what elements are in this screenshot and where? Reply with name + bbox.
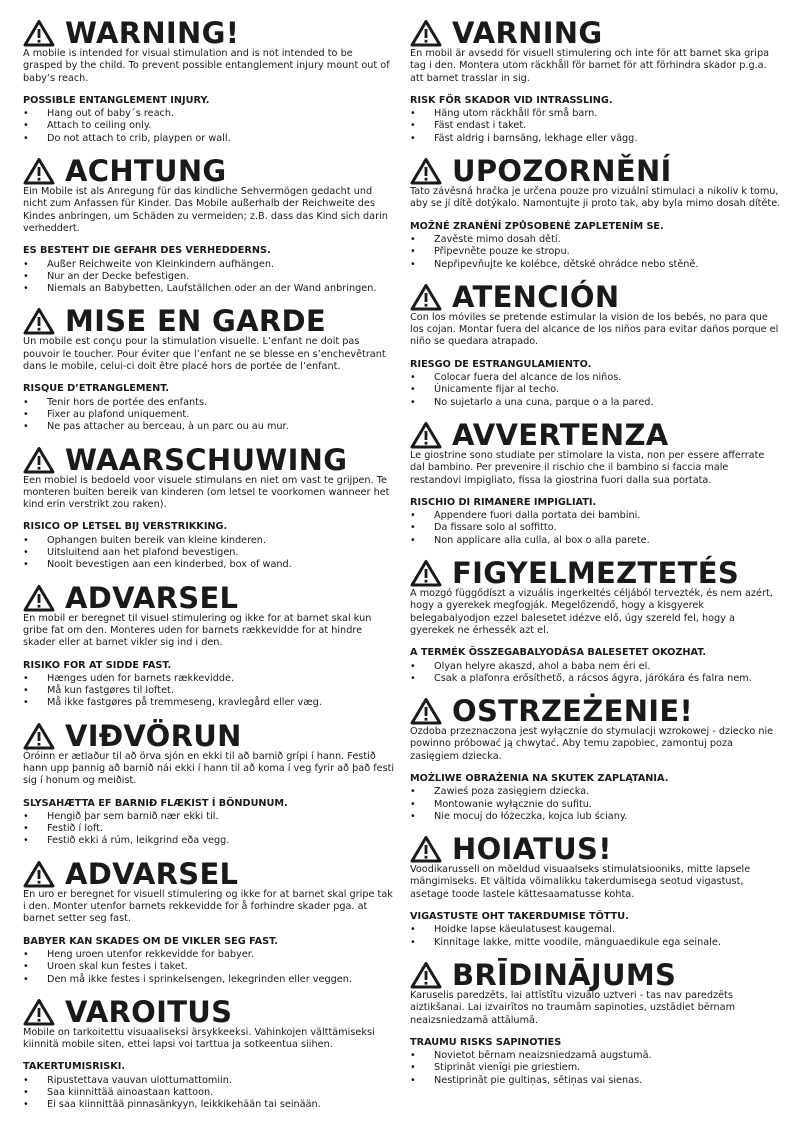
warning-triangle-icon (23, 998, 55, 1026)
section-body: Karuselis paredzēts, lai attīstītu vizuālo uztveri - tas nav paredzēts aiztikšanai. Lai izvairītos no traumām sapinoties, uzstādiet bērnam neaizsniedzamā attālumā. (410, 989, 736, 1026)
warning-section-5 (23, 581, 395, 710)
section-title: OSTRZEŻENIE! (452, 694, 694, 729)
section-title: ADVARSEL (65, 856, 239, 891)
section-heading (410, 832, 782, 866)
warning-section-7 (23, 857, 395, 986)
warning-section-1 (23, 16, 395, 145)
section-title: HOIATUS! (452, 832, 612, 867)
instruction-list (410, 372, 782, 409)
instruction-list (410, 510, 782, 547)
list-item: • No sujetarlo a una cuna, parque o a la pared. (410, 397, 782, 409)
list-item: • Fäst aldrig i barnsäng, lekhage eller vägg. (410, 133, 782, 145)
risk-heading: POSSIBLE ENTANGLEMENT INJURY. (23, 94, 210, 106)
section-heading (410, 280, 782, 314)
section-title: ACHTUNG (65, 154, 227, 189)
section-heading (410, 154, 782, 188)
left-column (23, 16, 395, 1112)
section-body: Con los móviles se pretende estimular la vision de los bebés, no para que los cojan. Montar fuera del alcance de los niños para evitar daños porque el niño se quedara atrapado. (410, 311, 779, 348)
risk-heading: A TERMÉK ÖSSZEGABALYODÁSA BALESETET OKOZHAT. (410, 647, 707, 659)
list-item: • Nie mocuj do łóżeczka, kojca lub ściany. (410, 811, 782, 823)
list-item: • Ripustettava vauvan ulottumattomiin. (23, 1075, 395, 1087)
section-body: Ein Mobile ist als Anregung für das kindliche Sehvermögen gedacht und nicht zum Anfassen für Kinder. Das Mobile außerhalb der Reichweite des Kindes anbringen, um Schäden zu vermeiden; z.B. dass das Kind sich darin verheddert. (23, 186, 388, 234)
list-item: • Må kun fastgøres til loftet. (23, 685, 395, 697)
section-heading (23, 857, 395, 891)
warning-triangle-icon (410, 157, 442, 185)
list-item: • Colocar fuera del alcance de los niños. (410, 372, 782, 384)
warning-triangle-icon (410, 835, 442, 863)
section-title: WARNING! (65, 16, 240, 50)
warning-triangle-icon (23, 584, 55, 612)
section-heading (23, 16, 395, 50)
section-body: Óróinn er ætlaður til að örva sjón en ekki til að barnið grípi í hann. Festið hann upp þannig að barnið nái ekki í hann til að koma í veg fyrir að það festi sig í honum og meiðist. (23, 750, 395, 787)
risk-heading: TAKERTUMISRISKI. (23, 1061, 126, 1073)
section-title: UPOZORNĚNÍ (452, 154, 672, 189)
list-item: • Außer Reichweite von Kleinkindern aufhängen. (23, 259, 395, 271)
list-item: • Ei saa kiinnittää pinnasänkyyn, leikkikehään tai seinään. (23, 1099, 395, 1111)
warning-section-6 (410, 694, 782, 823)
section-title: BRĪDINĀJUMS (452, 957, 677, 992)
list-item: • Heng uroen utenfor rekkevidde for babyer. (23, 949, 395, 961)
list-item: • Nestiprināt pie gultiņas, sētiņas vai sienas. (410, 1075, 782, 1087)
list-item: • Må ikke fastgøres på tremmeseng, kravlegård eller væg. (23, 697, 395, 709)
section-heading (23, 581, 395, 615)
list-item: • Häng utom räckhåll för små barn. (410, 108, 782, 120)
risk-heading: RISIKO FOR AT SIDDE FAST. (23, 659, 172, 671)
section-body: Voodikarussell on mõeldud visuaalseks stimulatsiooniks, mitte lapsele mängimiseks. Et vältida võimalikku takerdumisega seotud vigastust, asetage toode lastele kättesaamatusse kohta. (410, 864, 751, 900)
list-item: • Tenir hors de portée des enfants. (23, 397, 395, 409)
warning-section-2 (410, 154, 782, 271)
instruction-list (23, 811, 395, 848)
instruction-list (410, 924, 782, 949)
risk-heading: MOŻLIWE OBRAŻENIA NA SKUTEK ZAPLĄTANIA. (410, 772, 669, 784)
warning-section-5 (410, 556, 782, 685)
warning-triangle-icon (410, 961, 442, 989)
section-heading (23, 443, 395, 477)
section-body: En mobil er beregnet til visuel stimulering og ikke for at barnet skal kun gribe fat om den. Monteres uden for barnets rækkevidde for at hindre skader eller at barnet vikler sig ind i den. (23, 612, 372, 649)
section-heading (410, 694, 782, 728)
list-item: • Nur an der Decke befestigen. (23, 271, 395, 283)
warning-section-4 (23, 443, 395, 572)
instruction-list (23, 949, 395, 986)
warning-section-3 (410, 280, 782, 409)
section-body: Tato závěsná hračka je určena pouze pro vizuální stimulaci a nikoliv k tomu, aby se jí dítě dotýkalo. Namontujte ji proto tak, aby byla mimo dosah dítěte. (410, 186, 781, 210)
warning-triangle-icon (410, 283, 442, 311)
section-body: A mozgó függődíszt a vizuális ingerkeltés céljából tervezték, és nem azért, hogy a gyerekek megfogják. Megelőzendő, hogy a kisgyerek belegabalyodjon ezzel balesetet idézve elő, úgy szereld fel, hogy a gyerekek ne érhessék azt el. (410, 588, 773, 636)
instruction-list (23, 1075, 395, 1112)
list-item: • Attach to ceiling only. (23, 120, 395, 132)
list-item: • Niemals an Babybetten, Laufställchen oder an der Wand anbringen. (23, 283, 395, 295)
warning-section-3 (23, 304, 395, 433)
list-item: • Připevněte pouze ke stropu. (410, 246, 782, 258)
section-title: VARNING (452, 16, 603, 50)
list-item: • Fixer au plafond uniquement. (23, 409, 395, 421)
risk-heading: TRAUMU RISKS SAPINOTIES (410, 1036, 562, 1048)
list-item: • Kinnitage lakke, mitte voodile, mänguaedikule ega seinale. (410, 937, 782, 949)
warning-triangle-icon (23, 860, 55, 888)
list-item: • Zavěste mimo dosah dětí. (410, 234, 782, 246)
section-body: Ozdoba przeznaczona jest wyłącznie do stymulacji wzrokowej - dziecko nie powinno próbować ją chwytać. Aby temu zapobiec, zamontuj poza zasięgiem dziecka. (410, 726, 774, 762)
list-item: • Den må ikke festes i sprinkelsengen, lekegrinden eller veggen. (23, 974, 395, 986)
list-item: • Nepřipevňujte ke kolébce, dětské ohrádce nebo stěně. (410, 259, 782, 271)
section-body: En mobil är avsedd för visuell stimulering och inte för att barnet ska gripa tag i den. Montera utom räckhåll för barnet för att förhindra skador p.g.a. att barnet trasslar in sig. (410, 48, 770, 84)
warning-section-8 (23, 995, 395, 1112)
section-title: MISE EN GARDE (65, 304, 326, 339)
risk-heading: BABYER KAN SKADES OM DE VIKLER SEG FAST. (23, 935, 278, 947)
warning-triangle-icon (23, 722, 55, 750)
warning-triangle-icon (23, 157, 55, 185)
section-heading (23, 304, 395, 338)
section-title: ATENCIÓN (452, 279, 620, 314)
section-body: Een mobiel is bedoeld voor visuele stimulans en niet om vast te grijpen. Te monteren buiten bereik van kinderen (om letsel te voorkomen wanneer het kind erin verstrikt zou raken). (23, 474, 390, 511)
risk-heading: ES BESTEHT DIE GEFAHR DES VERHEDDERNS. (23, 245, 271, 257)
section-title: AVVERTENZA (452, 417, 669, 452)
list-item: • Csak a plafonra erősíthető, a rácsos ágyra, járókára és falra nem. (410, 673, 782, 685)
list-item: • Hænges uden for barnets rækkevidde. (23, 673, 395, 685)
section-heading (23, 995, 395, 1029)
list-item: • Festið í loft. (23, 823, 395, 835)
warning-section-8 (410, 958, 782, 1087)
list-item: • Montowanie wyłącznie do sufitu. (410, 799, 782, 811)
risk-heading: RISICO OP LETSEL BIJ VERSTRIKKING. (23, 521, 228, 533)
section-heading (23, 154, 395, 188)
warning-section-4 (410, 418, 782, 547)
instruction-list (410, 1050, 782, 1087)
section-title: VAROITUS (65, 994, 233, 1029)
right-column (410, 16, 782, 1087)
warning-section-7 (410, 832, 782, 949)
instruction-list (410, 234, 782, 271)
risk-heading: RIESGO DE ESTRANGULAMIENTO. (410, 358, 592, 370)
section-title: FIGYELMEZTETÉS (452, 556, 740, 591)
section-body: A mobile is intended for visual stimulation and is not intended to be grasped by the child. To prevent possible entanglement injury mount out of baby’s reach. (23, 48, 390, 84)
list-item: • Stiprināt vienīgi pie griestiem. (410, 1062, 782, 1074)
list-item: • Do not attach to crib, playpen or wall. (23, 133, 395, 145)
list-item: • Da fissare solo al soffitto. (410, 522, 782, 534)
list-item: • Fäst endast i taket. (410, 120, 782, 132)
instruction-list (23, 673, 395, 710)
section-heading (410, 418, 782, 452)
list-item: • Ophangen buiten bereik van kleine kinderen. (23, 535, 395, 547)
risk-heading: SLYSAHÆTTA EF BARNIÐ FLÆKIST Í BÖNDUNUM. (23, 797, 288, 809)
list-item: • Saa kiinnittää ainoastaan kattoon. (23, 1087, 395, 1099)
section-title: ADVARSEL (65, 580, 239, 615)
instruction-list (23, 259, 395, 296)
instruction-list (23, 535, 395, 572)
instruction-list (410, 661, 782, 686)
list-item: • Ne pas attacher au berceau, à un parc ou au mur. (23, 421, 395, 433)
instruction-list (410, 786, 782, 823)
list-item: • Olyan helyre akaszd, ahol a baba nem éri el. (410, 661, 782, 673)
risk-heading: RISQUE D’ETRANGLEMENT. (23, 383, 170, 395)
list-item: • Uitsluitend aan het plafond bevestigen. (23, 547, 395, 559)
section-title: VIÐVÖRUN (65, 718, 242, 753)
list-item: • Hoidke lapse käeulatusest kaugemal. (410, 924, 782, 936)
list-item: • Non applicare alla culla, al box o alla parete. (410, 535, 782, 547)
warning-triangle-icon (23, 19, 55, 47)
list-item: • Nooit bevestigen aan een kinderbed, box of wand. (23, 559, 395, 571)
section-body: En uro er beregnet for visuell stimulering og ikke for at barnet skal gripe tak i den. Monter utenfor barnets rekkevidde for å forhindre skader pga. at barnet setter seg fast. (23, 888, 393, 925)
instruction-list (410, 108, 782, 145)
risk-heading: MOŽNÉ ZRANĚNÍ ZPŮSOBENÉ ZAPLETENÍM SE. (410, 220, 664, 232)
warning-triangle-icon (23, 307, 55, 335)
list-item: • Zawieś poza zasięgiem dziecka. (410, 786, 782, 798)
instruction-list (23, 108, 395, 145)
section-heading (410, 958, 782, 992)
warning-section-6 (23, 719, 395, 848)
section-heading (23, 719, 395, 753)
warning-section-1 (410, 16, 782, 145)
risk-heading: RISCHIO DI RIMANERE IMPIGLIATI. (410, 496, 597, 508)
warning-triangle-icon (410, 559, 442, 587)
section-title: WAARSCHUWING (65, 442, 348, 477)
list-item: • Uroen skal kun festes i taket. (23, 961, 395, 973)
warning-triangle-icon (410, 697, 442, 725)
list-item: • Festið ekki á rúm, leikgrind eða vegg. (23, 835, 395, 847)
list-item: • Novietot bērnam neaizsniedzamā augstumā. (410, 1050, 782, 1062)
section-body: Un mobile est conçu pour la stimulation visuelle. L’enfant ne doit pas pouvoir le toucher. Pour éviter que l’enfant ne se blesse en s’enchevêtrant dans le mobile, celui-ci doit être placé hors de portée de l’enfant. (23, 336, 386, 373)
risk-heading: RISK FÖR SKADOR VID INTRASSLING. (410, 94, 613, 106)
warning-triangle-icon (23, 446, 55, 474)
risk-heading: VIGASTUSTE OHT TAKERDUMISE TÕTTU. (410, 911, 629, 923)
section-body: Mobile on tarkoitettu visuaaliseksi ärsykkeeksi. Vahinkojen välttämiseksi kiinnitä mobile siten, ettei lapsi voi tarttua ja sotkeentua siihen. (23, 1026, 375, 1051)
section-heading (410, 556, 782, 590)
warning-triangle-icon (410, 19, 442, 47)
list-item: • Únicamente fijar al techo. (410, 384, 782, 396)
section-body: Le giostrine sono studiate per stimolare la vista, non per essere afferrate dal bambino. Per prevenire il rischio che il bambino si faccia male restandovi impigliato, fissa la giostrina fuori dalla sua portata. (410, 449, 765, 486)
list-item: • Hang out of baby´s reach. (23, 108, 395, 120)
list-item: • Hengið þar sem barnið nær ekki til. (23, 811, 395, 823)
section-heading (410, 16, 782, 50)
warning-section-2 (23, 154, 395, 295)
warning-triangle-icon (410, 421, 442, 449)
list-item: • Appendere fuori dalla portata dei bambini. (410, 510, 782, 522)
instruction-list (23, 397, 395, 434)
